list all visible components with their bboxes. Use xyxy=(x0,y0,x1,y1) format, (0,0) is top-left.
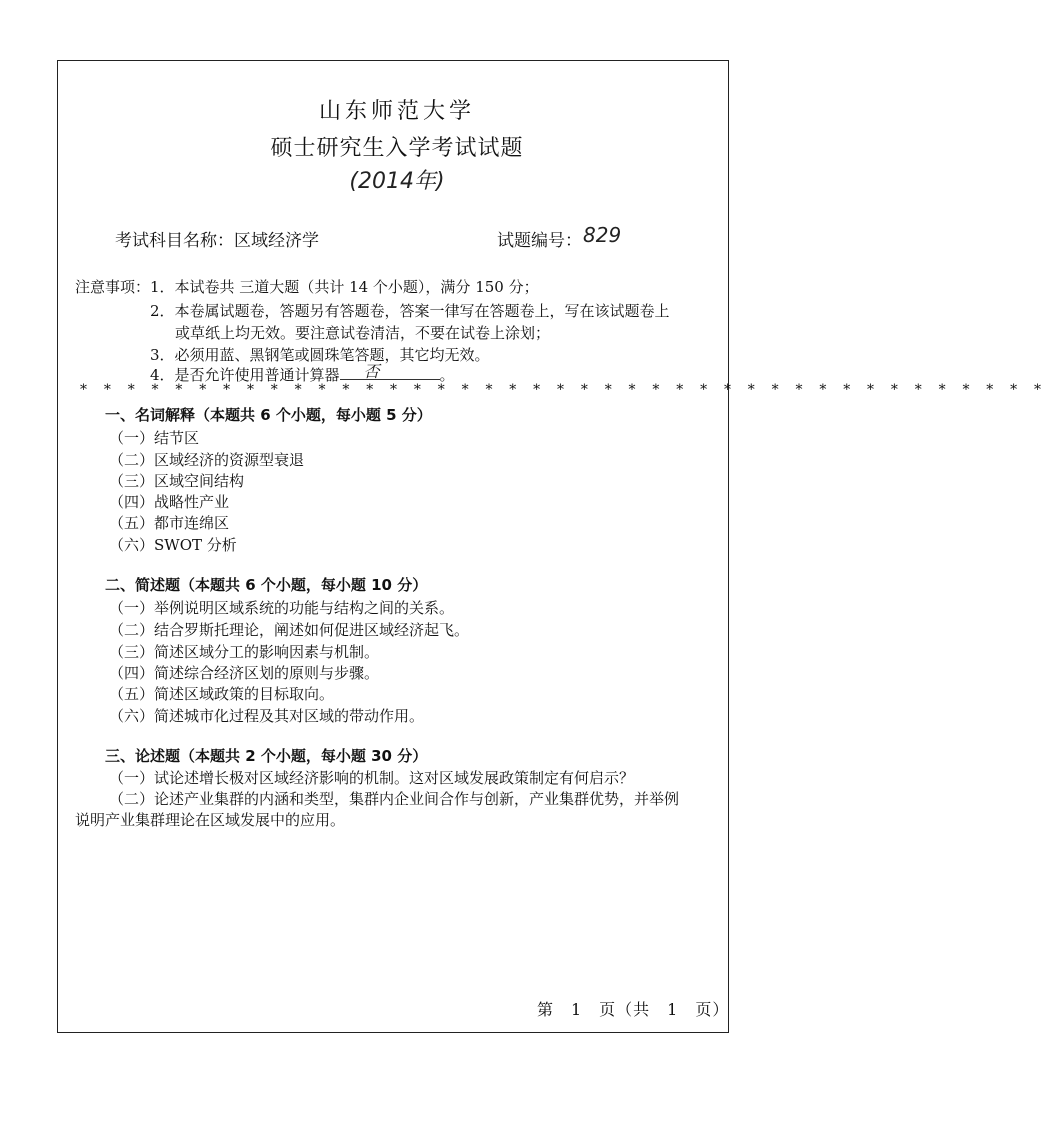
list-item: （四）战略性产业 xyxy=(109,493,230,511)
note-item: 或草纸上均无效。要注意试卷清洁，不要在试卷上涂划； xyxy=(175,324,551,342)
subject-label: 考试科目名称： xyxy=(115,231,234,251)
subject-name: 区域经济学 xyxy=(234,231,319,251)
list-item: （二）区域经济的资源型衰退 xyxy=(109,451,305,469)
note-item: 1．本试卷共 三道大题（共计 14 个小题），满分 150 分； xyxy=(150,278,539,296)
notes-label: 注意事项： xyxy=(75,278,151,296)
section-title: 二、简述题（本题共 6 个小题，每小题 10 分） xyxy=(105,576,428,594)
list-item: （五）简述区域政策的目标取向。 xyxy=(109,685,335,703)
calculator-answer: 否 xyxy=(363,362,380,381)
separator: * * * * * * * * * * * * * * * * * * * * * * * * * * * * * * * * * * * * * * * * * xyxy=(80,382,1047,398)
calculator-blank xyxy=(340,362,440,381)
note-calculator-text: 4．是否允许使用普通计算器 xyxy=(150,366,340,384)
list-item: 说明产业集群理论在区域发展中的应用。 xyxy=(75,811,346,829)
section-title: 一、名词解释（本题共 6 个小题，每小题 5 分） xyxy=(105,406,432,424)
list-item: （一）试论述增长极对区域经济影响的机制。这对区域发展政策制定有何启示？ xyxy=(109,769,635,787)
list-item: （二）论述产业集群的内涵和类型，集群内企业间合作与创新，产业集群优势，并举例 xyxy=(109,790,680,808)
list-item: （六）SWOT 分析 xyxy=(109,536,237,554)
calculator-end: 。 xyxy=(439,366,455,384)
list-item: （四）简述综合经济区划的原则与步骤。 xyxy=(109,664,380,682)
code-value: 829 xyxy=(583,223,622,247)
note-item: 2．本卷属试题卷，答题另有答题卷，答案一律写在答题卷上，写在该试题卷上 xyxy=(150,302,670,320)
code-label: 试题编号： xyxy=(497,231,582,251)
list-item: （五）都市连绵区 xyxy=(109,514,230,532)
list-item: （一）结节区 xyxy=(109,429,200,447)
note-item: 3．必须用蓝、黑钢笔或圆珠笔答题，其它均无效。 xyxy=(150,346,490,364)
page-footer: 第 1 页（共 1 页） xyxy=(537,1000,730,1019)
university-name: 山东师范大学 xyxy=(318,99,475,124)
list-item: （六）简述城市化过程及其对区域的带动作用。 xyxy=(109,707,425,725)
list-item: （三）区域空间结构 xyxy=(109,472,245,490)
list-item: （三）简述区域分工的影响因素与机制。 xyxy=(109,643,380,661)
exam-title: 硕士研究生入学考试试题 xyxy=(270,136,524,161)
section-title: 三、论述题（本题共 2 个小题，每小题 30 分） xyxy=(105,747,428,765)
list-item: （二）结合罗斯托理论，阐述如何促进区域经济起飞。 xyxy=(109,621,470,639)
list-item: （一）举例说明区域系统的功能与结构之间的关系。 xyxy=(109,599,455,617)
subject-line xyxy=(115,226,319,251)
year-handwritten: (2014年) xyxy=(349,169,445,194)
